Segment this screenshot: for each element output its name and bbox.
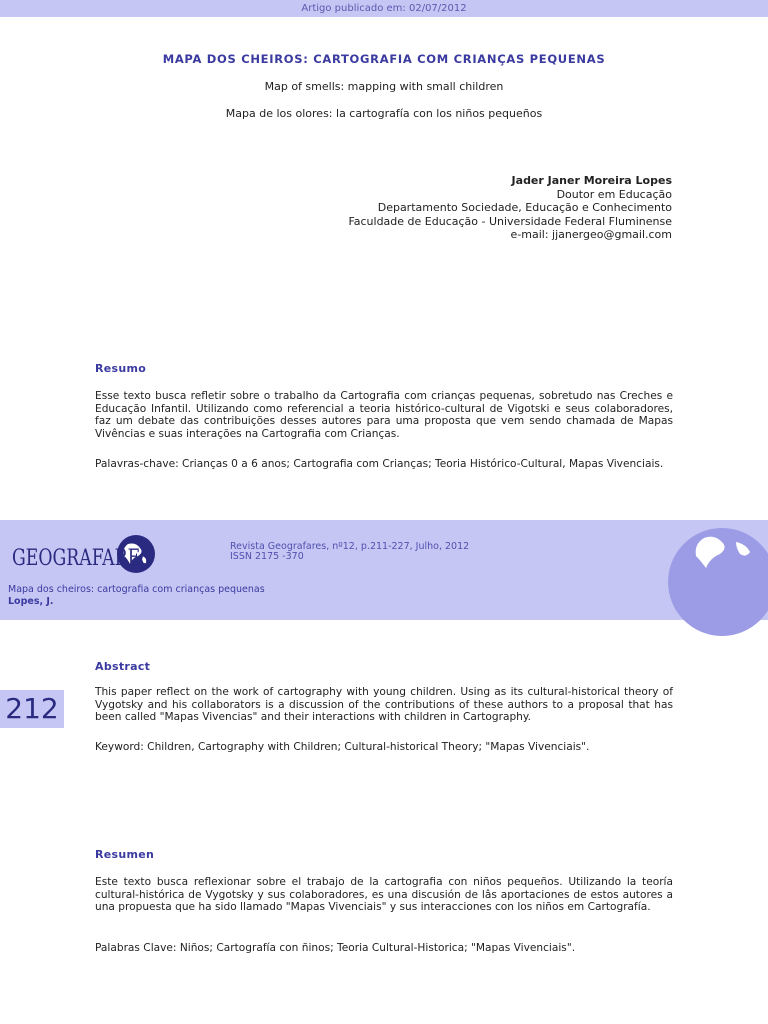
- abstract-text: This paper reflect on the work of cartography with young children. Using as its cultural-historical theory of Vygotsky and his collaborators is a discussion of the contributions of these authors to a proposal that has been called "Mapas Vivencias" and their interactions with children in Cartography.: [95, 686, 673, 723]
- globe-icon: [658, 520, 768, 582]
- author-institution: Faculdade de Educação - Universidade Federal Fluminense: [348, 214, 672, 228]
- journal-citation: Revista Geografares, nº12, p.211-227, Julho, 2012: [230, 541, 470, 552]
- geografares-logo: [10, 532, 160, 574]
- article-title-en: Map of smells: mapping with small children: [264, 80, 504, 93]
- author-degree: Doutor em Educação: [556, 187, 672, 201]
- running-author: Lopes, J.: [8, 596, 54, 607]
- author-email[interactable]: e-mail: jjanergeo@gmail.com: [510, 228, 672, 241]
- abstract-keywords: Keyword: Children, Cartography with Children; Cultural-historical Theory; "Mapas Vivenciais".: [95, 741, 590, 753]
- running-title: Mapa dos cheiros: cartografia com crianças pequenas: [8, 584, 265, 595]
- page-number: 212: [0, 690, 64, 728]
- resumo-text: Esse texto busca refletir sobre o trabalho da Cartografia com crianças pequenas, sobretudo nas Creches e Educação Infantil. Utilizando como referencial a teoria histórico-cultural de Vigotski e seus colaboradores, faz um debate das contribuições desses autores para uma proposta que vem sendo chamada de Mapas Vivências e suas interações na Cartografia com Crianças.: [95, 390, 673, 440]
- article-title: MAPA DOS CHEIROS: CARTOGRAFIA COM CRIANÇAS PEQUENAS: [162, 52, 606, 66]
- resumen-heading: Resumen: [95, 848, 155, 861]
- author-department: Departamento Sociedade, Educação e Conhecimento: [377, 201, 672, 214]
- author-block: [348, 174, 672, 242]
- svg-text:GEOGRAFARES: GEOGRAFARES: [12, 546, 152, 571]
- article-title-es: Mapa de los olores: la cartografía con los niños pequeños: [225, 107, 543, 120]
- journal-issn: ISSN 2175 -370: [230, 551, 304, 562]
- author-name: Jader Janer Moreira Lopes: [511, 174, 672, 187]
- journal-reference: [230, 542, 469, 562]
- resumen-text: Este texto busca reflexionar sobre el trabajo de la cartografia con niños pequeños. Utilizando la teoría cultural-histórica de Vygotsky y sus colaboradores, es una discusión de lâs aportaciones de estos autores a una propuesta que ha sido llamado "Mapas Vivenciais" y sus interacciones con los niños em Cartografía.: [95, 876, 673, 913]
- resumo-keywords: Palavras-chave: Crianças 0 a 6 anos; Cartografia com Crianças; Teoria Histórico-Cultural, Mapas Vivenciais.: [95, 458, 664, 470]
- published-date-bar: [0, 0, 768, 17]
- journal-band: [0, 520, 768, 620]
- abstract-heading: Abstract: [95, 660, 151, 673]
- resumen-keywords: Palabras Clave: Niños; Cartografía con ñinos; Teoria Cultural-Historica; "Mapas Vivenciais".: [95, 942, 576, 954]
- resumo-heading: Resumo: [95, 362, 147, 375]
- published-date: Artigo publicado em: 02/07/2012: [301, 3, 467, 14]
